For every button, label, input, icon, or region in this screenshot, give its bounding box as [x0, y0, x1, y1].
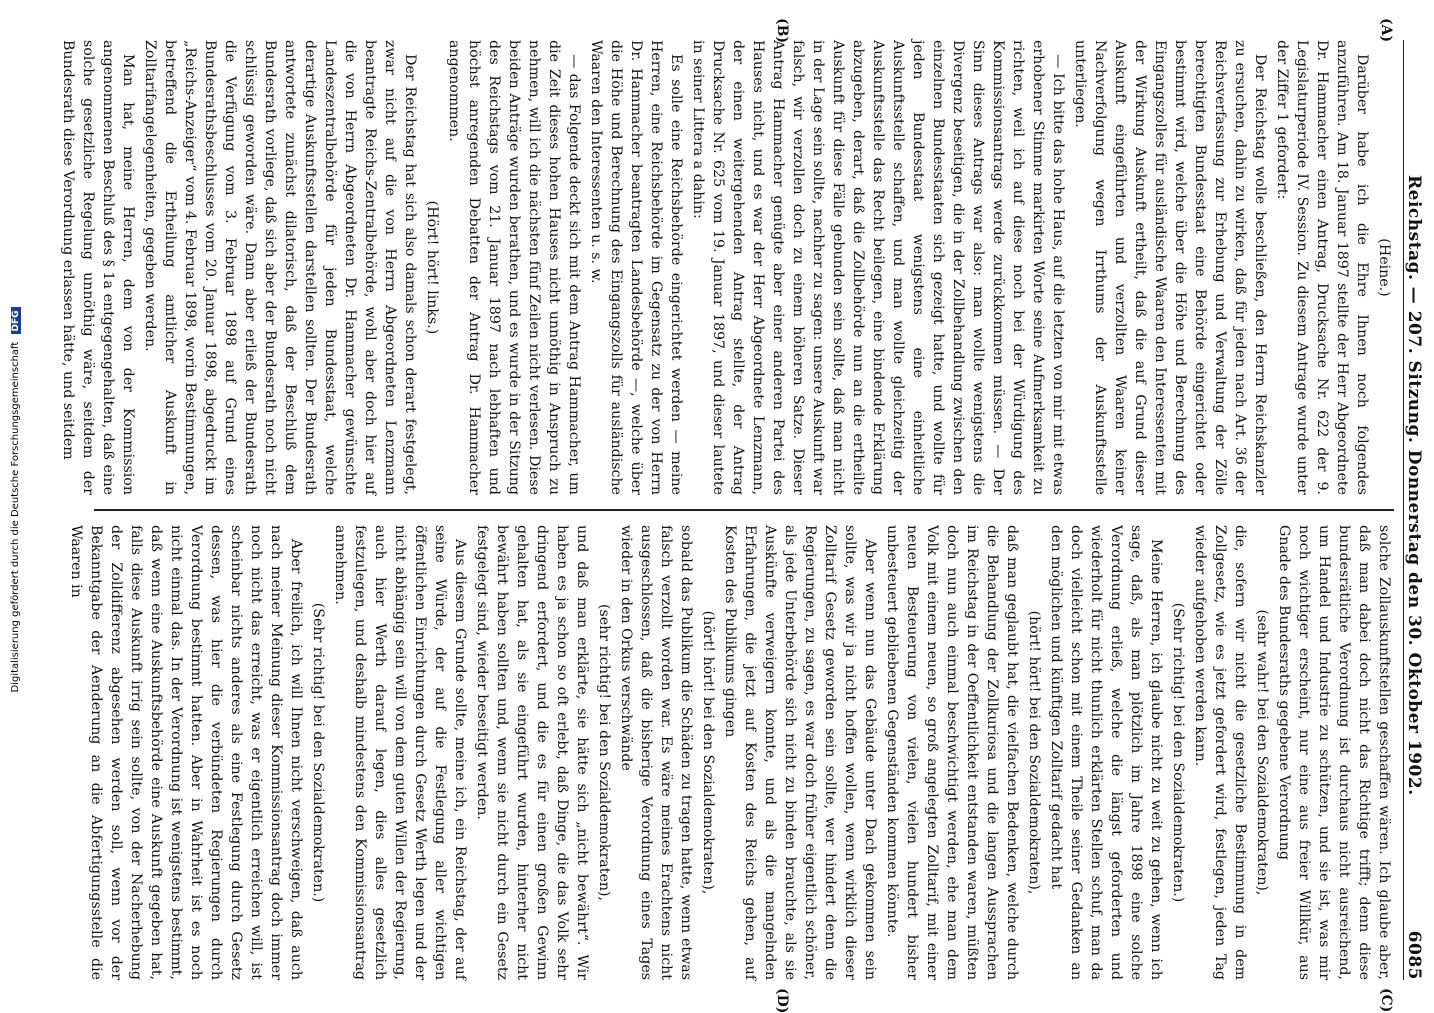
page-number: 6085 — [1404, 930, 1424, 980]
paragraph: Aber freilich, ich will Ihnen nicht verschweigen, daß auch nach meiner Meinung dieser Kommissionsantrag doch immer noch nicht das erreicht, was er eigentlich erreichen will, ist scheinbar nichts anderes als eine Festlegung durch Gesetz dessen, was hier die verbündeten Regierungen durch Verordnung bestimmt hatten. Aber in Wahrheit ist es noch nicht einmal das. In der Verordnung ist wenigstens bestimmt, daß wenn eine Auskunftsbehörde eine Auskunft gegeben hat, falls diese Auskunft irrig sein sollte, von der Nacherhebung der Zolldifferenz abgesehen werden soll, wenn vor der Bekanntgabe der Aenderung an die Abfertigungsstelle die Waaren in — [68, 525, 304, 980]
column-divider — [94, 509, 1394, 511]
paragraph: daß man geglaubt hat, die vielfachen Bedenken, welche durch die Behandlung der Zollkuriosa und die langen Aussprachen im Reichstag in der Oeffentlichkeit entstanden waren, müßten doch nun auch einmal beschwichtigt werden, ehe man dem Volk mit einem neuen, so groß angelegten Zolltarif, mit einer neuen Besteuerung von vielen, vielen hundert bisher unbesteuert gebliebenen Gegenständen kommen könnte. — [884, 525, 1020, 980]
paragraph: Meine Herren, ich glaube nicht zu weit zu gehen, wenn ich sage, daß, als man plötzlich im Jahre 1898 eine solche Verordnung erließ, welche die längst geforderten und wiederholt für nicht thunlich erklärten Stellen schuf, man da doch vielleicht schon mit einem Theile seiner Gedanken an den möglichen und künftigen Zolltarif gedacht hat — [1048, 525, 1164, 980]
paragraph: — das Folgende deckt sich mit dem Antrag Hammacher, um die Zeit dieses hohen Hauses nicht unnöthig in Anspruch zu nehmen, will ich die nächsten fünf Zeilen nicht verlesen. Diese beiden Anträge wurden berathen, und es wurde in der Sitzung des Reichstags vom 21. Januar 1897 nach lebhaften und höchst anregenden Debatten der Antrag Dr. Hammacher angenommen. — [446, 40, 582, 495]
running-head — [1403, 40, 1430, 980]
digitization-credit — [0, 0, 20, 1000]
header-title: Reichstag. — 207. Sitzung. Donnerstag den 30. Oktober 1902. — [1404, 175, 1424, 796]
margin-marker-c: (C) — [1378, 988, 1394, 1013]
margin-marker-a: (A) — [1378, 18, 1394, 43]
margin-marker-b: (B) — [774, 18, 790, 44]
paragraph: Aus diesem Grunde sollte, meine ich, ein Reichstag, der auf seine Würde, der auf die Festlegung aller wichtigen öffentlichen Einrichtungen durch Gesetz Werth legen und der nicht abhängig sein will von dem guten Willen der Regierung, auch hier Werth darauf legen, dies alles gesetzlich festzulegen, und deshalb mindestens den Kommissionsantrag annehmen. — [332, 525, 468, 980]
interjection: (sehr wahr! bei den Sozialdemokraten), — [1254, 609, 1270, 896]
interjection: (hört! hört! bei den Sozialdemokraten), — [700, 610, 716, 895]
paragraph: Darüber habe ich die Ehre Ihnen noch folgendes anzuführen. Am 18. Januar 1897 stellte der Herr Abgeordnete Dr. Hammacher einen Antrag, Drucksache Nr. 622 der 9. Legislaturperiode IV. Session. Zu diesem Antrage wurde unter der Ziffer 1 gefordert: — [1274, 40, 1370, 495]
paragraph: Man hat, meine Herren, dem von der Kommission angenommenen Beschluß des § 1a entgegengehalten, daß eine solche gesetzliche Regelung unnöthig wäre, seitdem der Bundesrath diese Verordnung erlassen hätte, und seitdem — [60, 40, 136, 495]
paragraph: die, sofern wir nicht die gesetzliche Bestimmung in dem Zollgesetz, wie es jetzt gefordert wird, festlegen, jeden Tag wieder aufgehoben werden kann. — [1192, 525, 1248, 980]
paragraph: — Ich bitte das hohe Haus, auf die letzten von mir mit etwas erhobener Stimme markirten Worte seine Aufmerksamkeit zu richten, weil ich auf diese noch bei der Würdigung des Kommissionsantrags werde zurückkommen müssen. — Der Sinn dieses Antrags war also: man wollte wenigstens die Divergenz beseitigen, die in der Zollbehandlung zwischen den einzelnen Bundesstaaten sich gezeigt hatte, und wollte für jeden Bundesstaat wenigstens eine einheitliche Auskunftsstelle schaffen, und man wollte gleichzeitig der Auskunftsstelle das Recht beilegen, eine bindende Erklärung abzugeben, derart, daß die Zollbehörde nun an die ertheilte Auskunft für diese Fälle gebunden sein sollte, daß man nicht in der Lage sein sollte, nachher zu sagen: unsere Auskunft war falsch, wir verzollen doch zu einem höheren Satze. Dieser Antrag Hammacher genügte aber einer anderen Partei des Hauses nicht, und es war der Herr Abgeordnete Lenzmann, der einen weitergehenden Antrag stellte, der Antrag Drucksache Nr. 625 vom 19. Januar 1897, und dieser lautete in seiner Littera a dahin: — [690, 40, 1066, 495]
interjection: (hört! hört! bei den Sozialdemokraten), — [1026, 610, 1042, 895]
interjection: (sehr richtig! bei den Sozialdemokraten), — [596, 603, 612, 902]
paragraph: Der Reichstag hat sich also damals schon derart festgelegt, zwar nicht auf die von Herrn Abgeordneten Lenzmann beantragte Reichs-Zentralbehörde, wohl aber doch hier auf die von Herrn Abgeordneten Dr. Hammacher gewünschte Landeszentralbehörde für jeden Bundesstaat, welche derartige Auskunftsstellen darstellen sollten. Der Bundesrath antwortete zunächst dilatorisch, daß der Beschluß dem Bundesrath vorliege, daß sich aber der Bundesrath noch nicht schlüssig geworden wäre. Dann aber erließ der Bundesrath die Verfügung vom 3. Februar 1898 auf Grund eines Bundesrathsbeschlusses vom 20. Januar 1898, abgedruckt im „Reichs-Anzeiger“ vom 4. Februar 1898, worin Bestimmungen, betreffend die Ertheilung amtlicher Auskunft in Zolltarifangelegenheiten, gegeben werden. — [142, 40, 418, 495]
paragraph: sobald das Publikum die Schäden zu tragen hatte, wenn etwas falsch verzollt worden war. Es wäre meines Erachtens nicht ausgeschlossen, daß die bisherige Verordnung eines Tages wieder in den Orkus verschwände — [618, 525, 694, 980]
dfg-logo: DFG — [11, 307, 21, 334]
credit-text: Digitalisierung gefördert durch die Deutsche Forschungsgemeinschaft — [10, 341, 21, 693]
paragraph: Aber wenn nun das Gebäude unter Dach gekommen sein sollte, was wir ja nicht hoffen wollen, wenn wirklich dieser Zolltarif Gesetz geworden sein sollte, wer hindert denn die Regierungen, zu sagen, es war doch früher eigentlich schöner, als jede Unterbehörde sich nicht zu binden brauchte, als sie Auskünfte verweigern konnte, und als die mangelnden Erfahrungen, die jetzt auf Kosten des Reichs gehen, auf Kosten des Publikums gingen — [722, 525, 878, 980]
rotated-page — [60, 18, 1430, 1013]
paragraph: solche Zollauskunftstellen geschaffen wären. Ich glaube aber, daß man dabei doch nicht das Richtige trifft; denn diese bundesrätliche Verordnung ist durchaus nicht ausreichend, um Handel und Industrie zu schützen, und sie ist, was mir noch wichtiger erscheint, nur eine aus freier Willkür, aus Gnade des Bundesraths gegebene Verordnung — [1276, 525, 1392, 980]
interjection: (Sehr richtig! bei den Sozialdemokraten.) — [1170, 602, 1186, 903]
quoted-motion: Der Reichstag wolle beschließen, den Herrn Reichskanzler zu ersuchen, dahin zu wirken, daß für jeden nach Art. 36 der Reichsverfassung zur Erhebung und Verwaltung der Zölle berechtigten Bundesstaat eine Behörde eingerichtet oder bestimmt wird, welche über die Höhe und Berechnung des Eingangszolles für ausländische Waaren den Interessenten mit der Wirkung Auskunft ertheilt, daß die auf Grund dieser Auskunft eingeführten und verzollten Waaren keiner Nachverfolgung wegen Irrthums der Auskunftsstelle unterliegen. — [1072, 40, 1268, 495]
margin-marker-d: (D) — [774, 988, 790, 1013]
quoted-motion: Es solle eine Reichsbehörde eingerichtet werden — meine Herren, eine Reichsbehörde im Gegensatz zu der von Herrn Dr. Hammacher beantragten Landesbehörde —, welche über die Höhe und Berechnung des Eingangszolls für ausländische Waaren den Interessenten u. s. w. — [588, 40, 684, 495]
speaker-name: (Heine.) — [1376, 238, 1392, 297]
left-column — [60, 40, 1394, 495]
interjection: (Sehr richtig! bei den Sozialdemokraten.) — [310, 602, 326, 903]
paragraph: und daß man erklärte, sie hätte sich „nicht bewährt“. Wir haben es ja schon so oft erlebt, daß Dinge, die das Volk sehr dringend erfordert, und die es für einen großen Gewinn gehalten hat, als sie eingeführt wurden, hinterher nicht bewährt haben sollten und, wenn sie nicht durch ein Gesetz festgelegt sind, wieder beseitigt werden. — [474, 525, 590, 980]
interjection: (Hört! hört! links.) — [424, 200, 440, 335]
right-column — [68, 525, 1394, 980]
